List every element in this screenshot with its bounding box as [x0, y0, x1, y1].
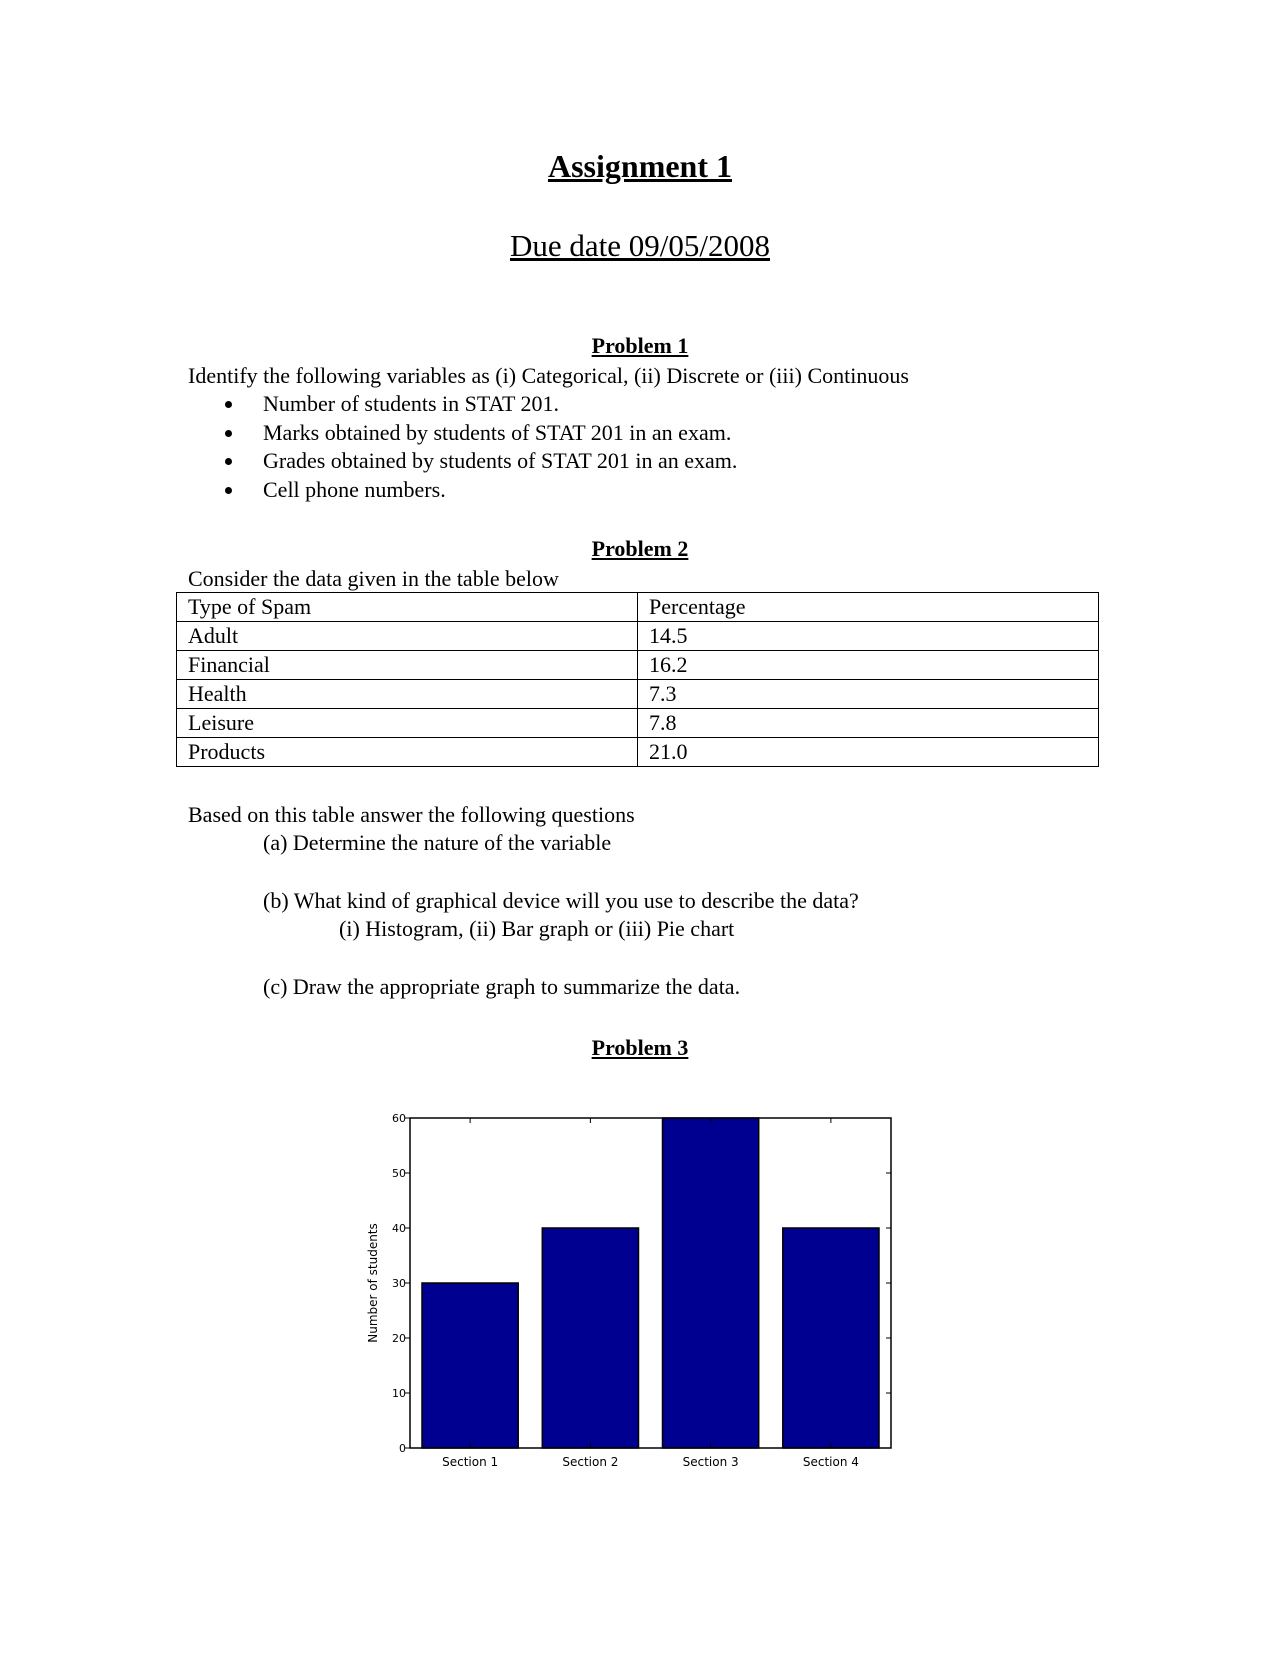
problem-2-heading: Problem 2: [591, 536, 689, 561]
table-cell: Financial: [177, 651, 638, 680]
problem-1-heading: Problem 1: [591, 333, 689, 358]
table-cell: Adult: [177, 622, 638, 651]
questions-intro: Based on this table answer the following questions: [188, 802, 635, 827]
question-b: (b) What kind of graphical device will you use to describe the data?: [263, 888, 859, 913]
bar-1: [422, 1283, 518, 1448]
table-cell: Products: [177, 738, 638, 767]
table-header-cell: Type of Spam: [177, 593, 638, 622]
problem-1-intro: Identify the following variables as (i) Categorical, (ii) Discrete or (iii) Continuous: [188, 363, 909, 388]
x-tick-label: Section 1: [442, 1455, 499, 1469]
list-item: Grades obtained by students of STAT 201 in an exam.: [188, 447, 1088, 476]
x-tick-label: Section 2: [562, 1455, 619, 1469]
question-c: (c) Draw the appropriate graph to summarize the data.: [263, 974, 741, 999]
y-tick-label: 30: [392, 1277, 406, 1290]
y-tick-label: 50: [392, 1167, 406, 1180]
list-item: Cell phone numbers.: [188, 476, 1088, 505]
y-tick-label: 40: [392, 1222, 406, 1235]
x-tick-label: Section 3: [682, 1455, 739, 1469]
y-axis-label: Number of students: [366, 1223, 380, 1343]
question-b-options: (i) Histogram, (ii) Bar graph or (iii) Pie chart: [339, 916, 735, 941]
table-cell: 16.2: [638, 651, 1099, 680]
bar-2: [542, 1228, 638, 1448]
list-item: Number of students in STAT 201.: [188, 390, 1088, 419]
y-tick-label: 10: [392, 1387, 406, 1400]
table-header-cell: Percentage: [638, 593, 1099, 622]
page-title: Assignment 1: [547, 148, 732, 184]
list-item: Marks obtained by students of STAT 201 in an exam.: [188, 419, 1088, 448]
bar-4: [783, 1228, 879, 1448]
table-cell: 7.3: [638, 680, 1099, 709]
y-tick-label: 60: [392, 1112, 406, 1125]
table-cell: Health: [177, 680, 638, 709]
table-cell: 14.5: [638, 622, 1099, 651]
question-a: (a) Determine the nature of the variable: [263, 830, 612, 855]
problem-3-heading: Problem 3: [591, 1035, 689, 1060]
table-cell: 7.8: [638, 709, 1099, 738]
y-tick-label: 20: [392, 1332, 406, 1345]
x-tick-label: Section 4: [802, 1455, 859, 1469]
bar-3: [663, 1118, 759, 1448]
due-date: Due date 09/05/2008: [509, 228, 770, 263]
table-cell: Leisure: [177, 709, 638, 738]
bars-group: [422, 1118, 879, 1448]
table-cell: 21.0: [638, 738, 1099, 767]
problem-2-intro: Consider the data given in the table below: [188, 566, 559, 591]
y-tick-label: 0: [399, 1442, 406, 1455]
